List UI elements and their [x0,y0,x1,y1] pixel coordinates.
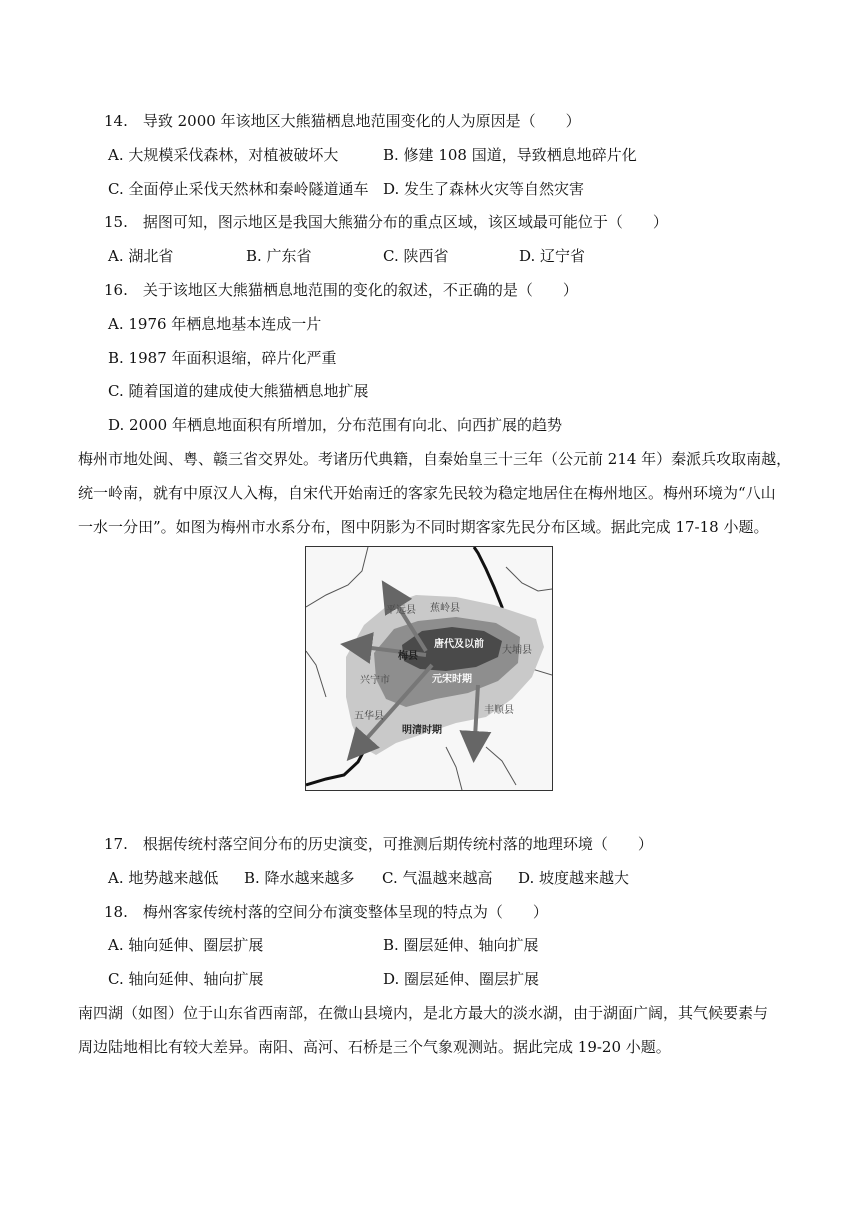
label-tang: 唐代及以前 [434,639,484,650]
q14-option-a: A. 大规模采伐森林，对植被破坏大 [108,146,339,164]
meizhou-map [305,546,553,791]
label-wuhua: 五华县 [354,711,384,722]
q15-option-d: D. 辽宁省 [519,247,586,265]
q18-stem: 18. 梅州客家传统村落的空间分布演变整体呈现的特点为（ ） [104,903,548,921]
q18-option-b: B. 圈层延伸、轴向扩展 [383,936,539,954]
q15-stem: 15. 据图可知，图示地区是我国大熊猫分布的重点区域，该区域最可能位于（ ） [104,213,668,231]
label-meixian: 梅县 [398,651,418,662]
q14-option-d: D. 发生了森林火灾等自然灾害 [383,180,585,198]
passage1-line2: 统一岭南，就有中原汉人入梅，自宋代开始南迁的客家先民较为稳定地居住在梅州地区。梅州环境为“八山 [78,484,776,502]
label-fengshun: 丰顺县 [484,705,514,716]
q14-stem: 14. 导致 2000 年该地区大熊猫栖息地范围变化的人为原因是（ ） [104,112,581,130]
q17-option-c: C. 气温越来越高 [382,869,493,887]
q17-option-b: B. 降水越来越多 [244,869,355,887]
label-pingyuan: 平远县 [386,605,416,616]
passage2-line2: 周边陆地相比有较大差异。南阳、高河、石桥是三个气象观测站。据此完成 19-20 小题。 [78,1038,671,1056]
q15-option-b: B. 广东省 [246,247,312,265]
q15-option-c: C. 陕西省 [383,247,449,265]
q16-option-c: C. 随着国道的建成使大熊猫栖息地扩展 [108,382,369,400]
q16-option-d: D. 2000 年栖息地面积有所增加，分布范围有向北、向西扩展的趋势 [108,416,562,434]
passage1-line3: 一水一分田”。如图为梅州市水系分布，图中阴影为不同时期客家先民分布区域。据此完成 17-18 小题。 [78,518,769,536]
q16-option-a: A. 1976 年栖息地基本连成一片 [108,315,322,333]
q17-option-d: D. 坡度越来越大 [518,869,630,887]
q18-option-d: D. 圈层延伸、圈层扩展 [383,970,540,988]
q15-option-a: A. 湖北省 [108,247,174,265]
passage1-line1: 梅州市地处闽、粤、赣三省交界处。考诸历代典籍，自秦始皇三十三年（公元前 214 年）秦派兵攻取南越， [78,450,792,468]
q18-option-a: A. 轴向延伸、圈层扩展 [108,936,264,954]
q14-option-b: B. 修建 108 国道，导致栖息地碎片化 [383,146,637,164]
label-xingning: 兴宁市 [360,675,390,686]
q18-option-c: C. 轴向延伸、轴向扩展 [108,970,264,988]
label-yuansong: 元宋时期 [432,674,472,685]
label-mingqing: 明清时期 [402,725,442,736]
q16-option-b: B. 1987 年面积退缩，碎片化严重 [108,349,337,367]
q14-option-c: C. 全面停止采伐天然林和秦岭隧道通车 [108,180,369,198]
label-jiaoling: 蕉岭县 [430,603,460,614]
label-dapu: 大埔县 [502,645,532,656]
q17-option-a: A. 地势越来越低 [108,869,219,887]
q16-stem: 16. 关于该地区大熊猫栖息地范围的变化的叙述，不正确的是（ ） [104,281,578,299]
q17-stem: 17. 根据传统村落空间分布的历史演变，可推测后期传统村落的地理环境（ ） [104,835,653,853]
passage2-line1: 南四湖（如图）位于山东省西南部，在微山县境内，是北方最大的淡水湖，由于湖面广阔，其气候要素与 [78,1004,769,1022]
